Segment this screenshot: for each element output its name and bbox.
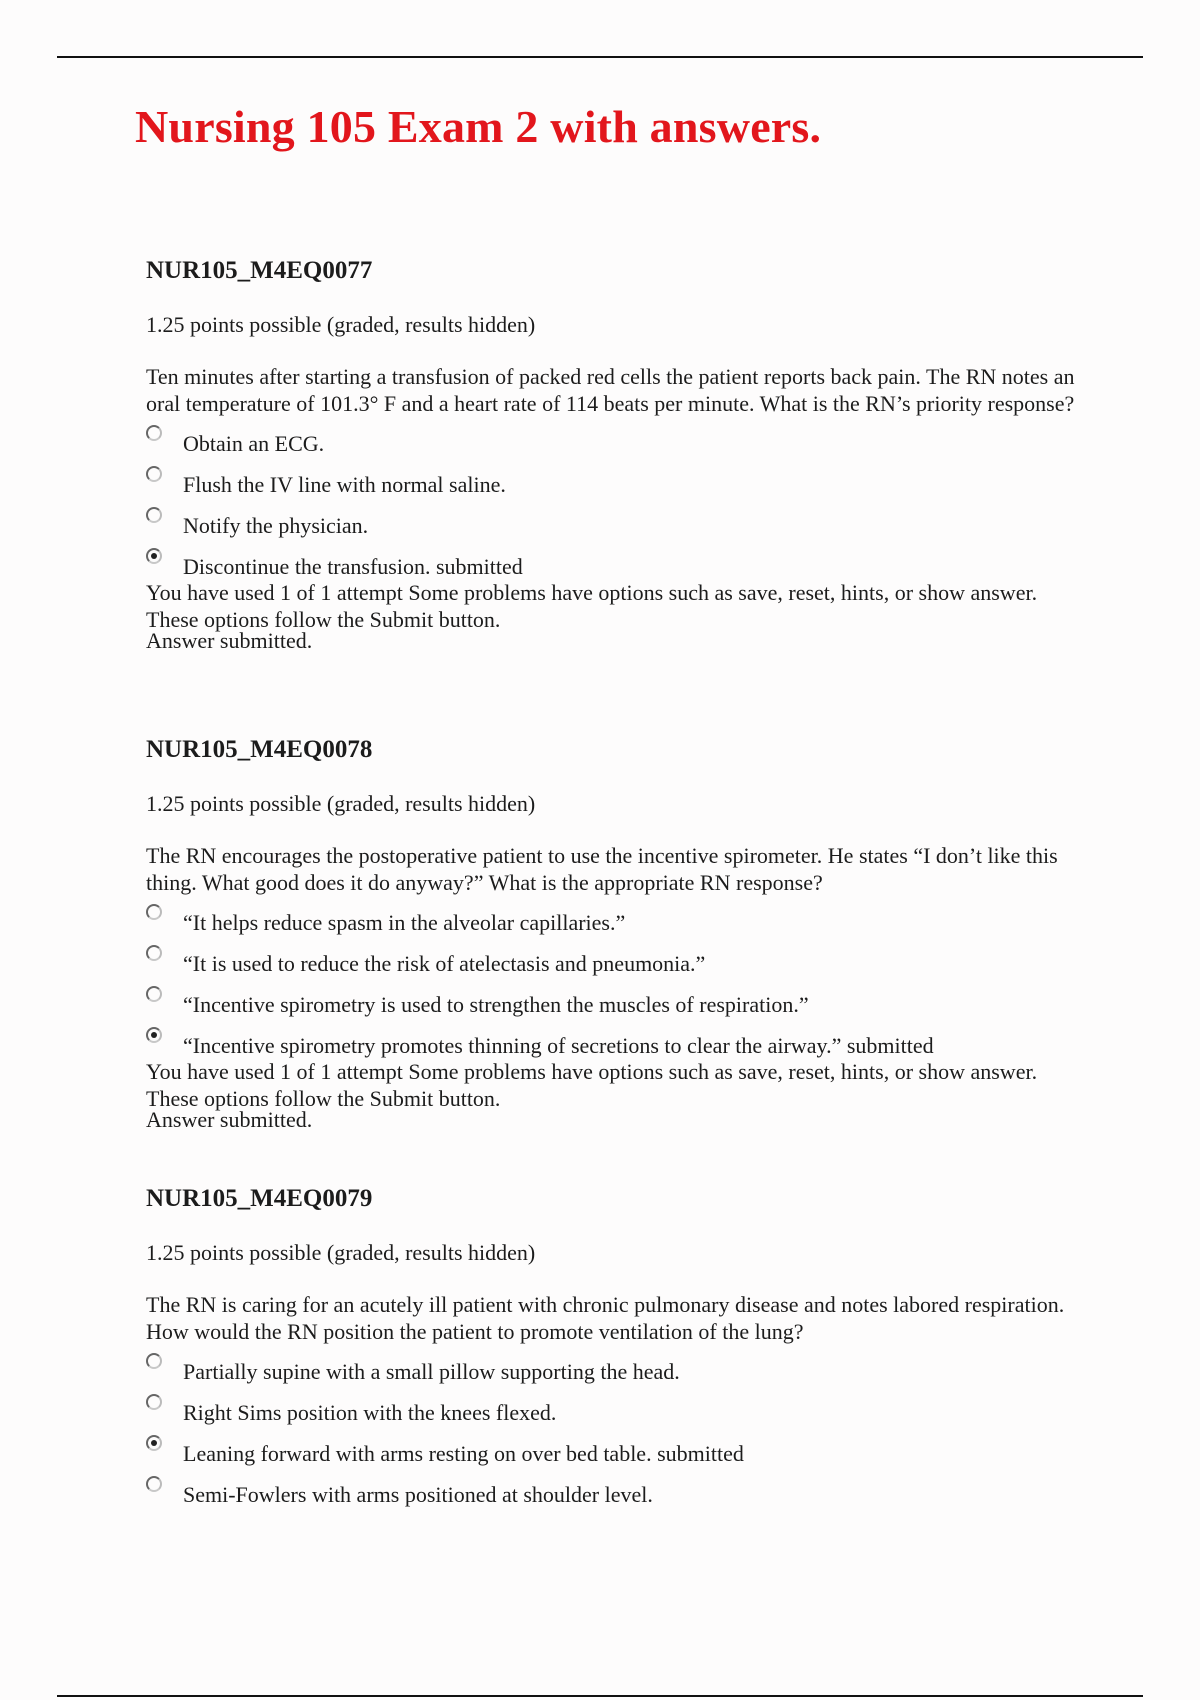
answer-options [146, 421, 1086, 585]
answer-option-selected[interactable] [146, 1431, 1086, 1472]
answer-option[interactable] [146, 421, 1086, 462]
answer-option[interactable] [146, 1390, 1086, 1431]
radio-button[interactable] [146, 425, 162, 441]
answer-option[interactable] [146, 1349, 1086, 1390]
question-block [146, 254, 1086, 654]
points-info: 1.25 points possible (graded, results hidden) [146, 1240, 536, 1265]
points-info: 1.25 points possible (graded, results hidden) [146, 312, 536, 337]
answer-option[interactable] [146, 941, 1086, 982]
top-rule [57, 56, 1143, 58]
option-label: “Incentive spirometry is used to strengthen the muscles of respiration.” [183, 992, 809, 1017]
attempt-note: You have used 1 of 1 attempt Some problems have options such as save, reset, hints, or show answer. These options follow the Submit button. [146, 580, 1038, 632]
radio-button-selected[interactable] [146, 1435, 162, 1451]
radio-button[interactable] [146, 945, 162, 961]
option-label: Semi-Fowlers with arms positioned at shoulder level. [183, 1482, 653, 1507]
answer-options [146, 1349, 1086, 1513]
answer-option[interactable] [146, 982, 1086, 1023]
points-info: 1.25 points possible (graded, results hidden) [146, 791, 536, 816]
submission-status: Answer submitted. [146, 1107, 313, 1132]
option-label: Flush the IV line with normal saline. [183, 472, 506, 497]
answer-option[interactable] [146, 900, 1086, 941]
submission-status: Answer submitted. [146, 628, 313, 653]
radio-button[interactable] [146, 904, 162, 920]
option-label: Discontinue the transfusion. submitted [183, 554, 523, 579]
question-block [146, 733, 1086, 1133]
option-label: Partially supine with a small pillow supporting the head. [183, 1359, 680, 1384]
question-id: NUR105_M4EQ0077 [146, 257, 373, 284]
option-label: “It helps reduce spasm in the alveolar capillaries.” [183, 910, 626, 935]
radio-button[interactable] [146, 466, 162, 482]
question-id: NUR105_M4EQ0079 [146, 1185, 373, 1212]
option-label: Leaning forward with arms resting on over bed table. submitted [183, 1441, 744, 1466]
question-stem: The RN is caring for an acutely ill patient with chronic pulmonary disease and notes labored respiration. How would the RN position the patient to promote ventilation of the lung? [146, 1292, 1065, 1344]
question-id: NUR105_M4EQ0078 [146, 736, 373, 763]
option-label: Notify the physician. [183, 513, 369, 538]
question-stem: The RN encourages the postoperative patient to use the incentive spirometer. He states “I don’t like this thing. What good does it do anyway?” What is the appropriate RN response? [146, 843, 1058, 895]
answer-option[interactable] [146, 503, 1086, 544]
radio-button[interactable] [146, 1353, 162, 1369]
radio-button[interactable] [146, 507, 162, 523]
radio-button[interactable] [146, 1394, 162, 1410]
option-label: “Incentive spirometry promotes thinning of secretions to clear the airway.” submitted [183, 1033, 934, 1058]
radio-button-selected[interactable] [146, 1027, 162, 1043]
radio-button[interactable] [146, 986, 162, 1002]
option-label: Right Sims position with the knees flexed. [183, 1400, 557, 1425]
radio-button[interactable] [146, 1476, 162, 1492]
document-title: Nursing 105 Exam 2 with answers. [135, 101, 822, 152]
answer-options [146, 900, 1086, 1064]
option-label: “It is used to reduce the risk of atelectasis and pneumonia.” [183, 951, 706, 976]
answer-option[interactable] [146, 1472, 1086, 1513]
attempt-note: You have used 1 of 1 attempt Some problems have options such as save, reset, hints, or show answer. These options follow the Submit button. [146, 1059, 1038, 1111]
question-stem: Ten minutes after starting a transfusion of packed red cells the patient reports back pain. The RN notes an oral temperature of 101.3° F and a heart rate of 114 beats per minute. What is the RN’s priority response? [146, 364, 1075, 416]
bottom-rule [57, 1695, 1143, 1697]
option-label: Obtain an ECG. [183, 431, 325, 456]
radio-button-selected[interactable] [146, 548, 162, 564]
question-block [146, 1182, 1086, 1513]
answer-option[interactable] [146, 462, 1086, 503]
